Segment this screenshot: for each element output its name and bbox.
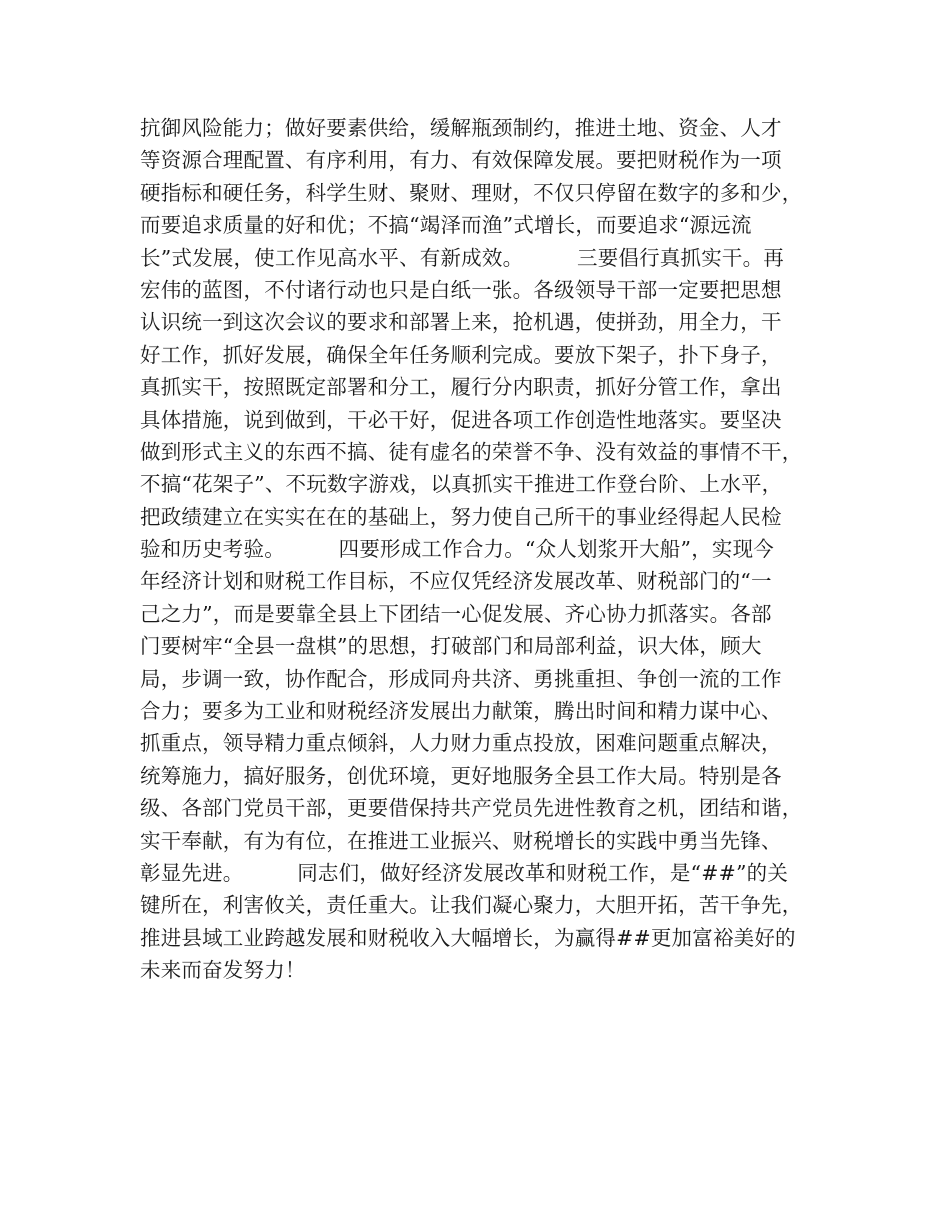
text-line: 实干奉献，有为有位，在推进工业振兴、财税增长的实践中勇当先锋、 — [140, 828, 782, 853]
text-line: 己之力”，而是要靠全县上下团结一心促发展、齐心协力抓落实。各部 — [140, 601, 772, 626]
text-line: 合力；要多为工业和财税经济发展出力献策，腾出时间和精力谋中心、 — [140, 699, 782, 724]
text-line: 推进县域工业跨越发展和财税收入大幅增长，为赢得##更加富裕美好的 — [140, 925, 796, 950]
text-line: 等资源合理配置、有序利用，有力、有效保障发展。要把财税作为一项 — [140, 148, 782, 173]
text-line: 认识统一到这次会议的要求和部署上来，抢机遇，使拼劲，用全力，干 — [140, 310, 782, 335]
text-line: 统筹施力，搞好服务，创优环境，更好地服务全县工作大局。特别是各 — [140, 763, 782, 788]
text-line: 抓重点，领导精力重点倾斜，人力财力重点投放，困难问题重点解决， — [140, 731, 782, 756]
text-line: 键所在，利害攸关，责任重大。让我们凝心聚力，大胆开拓，苦干争先， — [140, 893, 803, 918]
text-line: 年经济计划和财税工作目标，不应仅凭经济发展改革、财税部门的“一 — [140, 569, 772, 594]
text-line: 级、各部门党员干部，更要借保持共产党员先进性教育之机，团结和谐， — [140, 796, 803, 821]
text-line: 不搞“花架子”、不玩数字游戏，以真抓实干推进工作登台阶、上水平， — [140, 472, 783, 497]
text-line: 具体措施，说到做到，干必干好，促进各项工作创造性地落实。要坚决 — [140, 407, 782, 432]
text-line: 抗御风险能力；做好要素供给，缓解瓶颈制约，推进土地、资金、人才 — [140, 116, 782, 140]
text-line: 验和历史考验。 四要形成工作合力。“众人划浆开大船”，实现今 — [140, 537, 774, 562]
text-line: 未来而奋发努力！ — [140, 958, 306, 983]
text-line: 门要树牢“全县一盘棋”的思想，打破部门和局部利益，识大体，顾大 — [140, 634, 762, 659]
text-line: 真抓实干，按照既定部署和分工，履行分内职责，抓好分管工作，拿出 — [140, 375, 782, 400]
text-line: 局，步调一致，协作配合，形成同舟共济、勇挑重担、争创一流的工作 — [140, 666, 782, 691]
text-line: 硬指标和硬任务，科学生财、聚财、理财，不仅只停留在数字的多和少， — [140, 180, 803, 205]
text-line: 宏伟的蓝图，不付诸行动也只是白纸一张。各级领导干部一定要把思想 — [140, 277, 782, 302]
text-line: 彰显先进。 同志们，做好经济发展改革和财税工作，是“##”的关 — [140, 860, 789, 885]
text-line: 做到形式主义的东西不搞、徒有虚名的荣誉不争、没有效益的事情不干， — [140, 439, 803, 464]
text-line: 把政绩建立在实实在在的基础上，努力使自己所干的事业经得起人民检 — [140, 504, 782, 529]
body-text — [140, 112, 840, 987]
text-line: 长”式发展，使工作见高水平、有新成效。 三要倡行真抓实干。再 — [140, 245, 785, 270]
text-line: 好工作，抓好发展，确保全年任务顺利完成。要放下架子，扑下身子， — [140, 342, 782, 367]
text-line: 而要追求质量的好和优；不搞“竭泽而渔”式增长，而要追求“源远流 — [140, 213, 752, 238]
